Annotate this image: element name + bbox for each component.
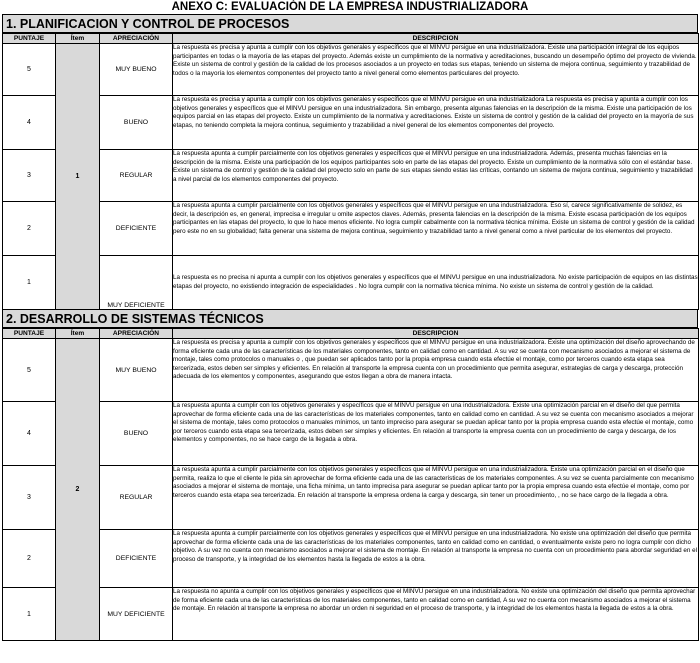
header-row: [3, 34, 699, 44]
description-cell: [173, 530, 699, 588]
description-text: La respuesta es no precisa ni apunta a cumplir con los objetivos generales y específicos que el MINVU persigue en una industrializadora. No existe participación de equipos en las distintas etapas del proyecto, no existiendo integración de especialidades . No logra cumplir con la normativa técnica mínima. No existe un sistema de control y gestión de la calidad.: [173, 273, 698, 290]
description-cell: [173, 202, 699, 256]
description-text: La respuesta apunta a cumplir con los objetivos generales y específicos que el MINVU persigue en una industrializadora. Existe una optimización parcial en el diseño del que permita aprovechar de forma eficiente cada una de las características de los materiales componentes, tanto en calidad como en cantidad. A su vez se cuenta con mecanismo asociados a mejorar el sistema de montaje, tales como protocolos o manuales mínimos, un tanto impreciso para asegurar se puedan aplicar tanto por la propia empresa cuando esta efectúe el montaje, como por terceros cuando esta etapa sea tercerizada, estos deben ser simples y eficientes. En relación al transporte la empresa cuenta con un procedimiento de carga y descarga, de los elementos y componentes, no se hace cargo de la llegada a obra.: [173, 402, 694, 444]
rating-cell: MUY DEFICIENTE: [100, 588, 173, 641]
col-score-header: PUNTAJE: [3, 329, 56, 339]
rating-cell: REGULAR: [100, 466, 173, 530]
table-row: [3, 588, 699, 641]
col-rating-header: APRECIACIÓN: [100, 329, 173, 339]
rating-cell: DEFICIENTE: [100, 202, 173, 256]
description-cell: [173, 466, 699, 530]
description-text: La respuesta apunta a cumplir parcialmente con los objetivos generales y específicos que el MINVU persigue en una industrializadora. No existe una optimización del diseño que permita aprovechar de forma eficiente cada una de las características de los materiales componentes, tanto en calidad como en cantidad, o eventualmente existe pero no logra cumplir con dicho objetivo. A su vez no cuenta con mecanismo asociados a mejorar el sistema de montaje. En relación al transporte la empresa no cuenta con un procedimiento para abordar seguridad en el proceso de transporte, y la integridad de los elementos hasta la llegada de estos a la obra.: [173, 530, 697, 563]
table-row: [3, 202, 699, 256]
score-cell: 5: [3, 44, 56, 96]
table-row: [3, 256, 699, 310]
description-text: La respuesta apunta a cumplir parcialmente con los objetivos generales y específicos que el MINVU persigue en una industrializadora. Eso sí, carece significativamente de solidez, es decir, la descripción es, en general, imprecisa e irregular u omite aspectos claves. Además, presenta falencias en la descripción de la misma. Existe escasa participación de los equipos participantes en las etapas del proyecto, lo que lo hace menos eficiente. No logra cumplir cabalmente con la normativa técnica mínima. Existe un sistema de control y gestión de la calidad pero este no en su globalidad; falta generar una sistema de mejora continua, seguimiento y trazabilidad tanto a nivel general como a nivel particular de los elementos del proyecto.: [173, 202, 695, 235]
description-cell: [173, 588, 699, 641]
item-number-cell: 1: [56, 44, 100, 310]
description-cell: [173, 256, 699, 310]
score-cell: 1: [3, 588, 56, 641]
col-item-header: Ítem: [56, 34, 100, 44]
section-1-title: 1. PLANIFICACION Y CONTROL DE PROCESOS: [2, 14, 698, 33]
rating-cell: BUENO: [100, 96, 173, 150]
description-text: La respuesta es precisa y apunta a cumplir con los objetivos generales y específicos que el MINVU persigue en una industrializadora. Existe una participación integral de los equipos participantes en todas o la mayoría de las etapas del proyecto. Además existe un cumplimiento de la normativa y acreditaciones, buscando un desempeño óptimo del proyecto de vivienda. Existe un sistema de control y gestión de la calidad de los procesos asociados a un proyecto en todas sus etapas, teniendo un sistema de mejora continua, seguimiento y trazabilidad de todos o la mayoría los elementos componentes del proyecto tanto a nivel general como elementos particulares del proyecto.: [173, 44, 697, 77]
section-1-table: [2, 33, 699, 310]
score-cell: 1: [3, 256, 56, 310]
score-cell: 3: [3, 150, 56, 202]
table-row: [3, 150, 699, 202]
table-row: [3, 96, 699, 150]
col-score-header: PUNTAJE: [3, 34, 56, 44]
col-description-header: DESCRIPCION: [173, 34, 699, 44]
score-cell: 3: [3, 466, 56, 530]
rating-cell: REGULAR: [100, 150, 173, 202]
document-title: ANEXO C: EVALUACIÓN DE LA EMPRESA INDUSTRIALIZADORA: [171, 1, 529, 13]
description-text: La respuesta no apunta a cumplir con los objetivos generales y específicos que el MINVU persigue en una industrializadora. No existe una optimización del diseño que permita aprovechar de forma eficiente cada una de las características de los materiales componentes, tanto en calidad como en cantidad, A su vez no cuenta con mecanismo asociados a mejorar el sistema de montaje. En relación al transporte la empresa no abordar un orden ni seguridad en el proceso de transporte, y la integridad de los elementos hasta la llegada de estos a la obra.: [173, 588, 696, 613]
score-cell: 5: [3, 339, 56, 402]
score-cell: 2: [3, 202, 56, 256]
score-cell: 4: [3, 402, 56, 466]
col-rating-header: APRECIACIÓN: [100, 34, 173, 44]
item-number-cell: 2: [56, 339, 100, 641]
rating-cell: DEFICIENTE: [100, 530, 173, 588]
rating-cell: MUY BUENO: [100, 339, 173, 402]
rating-cell: MUY BUENO: [100, 44, 173, 96]
section-2-table: [2, 328, 699, 641]
table-row: [3, 530, 699, 588]
description-text: La respuesta es precisa y apunta a cumplir con los objetivos generales y específicos que el MINVU persigue en una industrializadora La respuesta es precisa y apunta a cumplir con los objetivos generales y específicos que el MINVU persigue en una industrializadora. Sin embargo, presenta algunas falencias en la descripción de la misma. Existe una participación de los equipos parcial en las etapas del proyecto. Existe un cumplimiento de la normativa y acreditaciones. Existe un sistema de control y gestión de la calidad del proyecto en la mayoría de sus etapas, no teniendo completa la mejora continua, seguimiento y trazabilidad a nivel general de los elementos componentes del proyecto.: [173, 96, 694, 129]
description-text: La respuesta apunta a cumplir parcialmente con los objetivos generales y específicos que el MINVU persigue en una industrializadora. Existe una optimización parcial en el diseño que permita, realiza lo que el cliente le pida sin aprovechar de forma eficiente cada una de las características de los materiales componentes. A su vez se cuenta parcialmente con mecanismo asociados a mejorar el sistema de montaje, una ficha mínima, un tanto imprecisa para asegurar se puedan aplicar tanto por la propia empresa cuando esta efectúe el montaje, como por terceros cuando esta etapa sea tercerizada. En relación al transporte la empresa ordena la carga y descarga, sin tener un procedimiento, , no se hace cargo de la llegada a obra.: [173, 466, 694, 499]
description-text: La respuesta es precisa y apunta a cumplir con los objetivos generales y específicos que el MINVU persigue en una industrializadora. Existe una optimización del diseño aprovechando de forma eficiente cada una de las características de los materiales componentes, tanto en calidad como en cantidad. A su vez se cuenta con mecanismo asociados a mejorar el sistema de montaje, tales como protocolos o manuales o , que puedan ser aplicados tanto por la propia empresa cuando esta efectúe el montaje, como por terceros cuando esta etapa sea tercerizada, estos deben ser simples y eficientes. En relación al transporte la empresa cuenta con un procedimiento que permita asegurar, estrategias de carga y descarga, protección adecuada de los elementos y componentes, asegurando que estos llegan a obra de manera intacta.: [173, 339, 695, 381]
col-description-header: DESCRIPCION: [173, 329, 699, 339]
description-text: La respuesta apunta a cumplir parcialmente con los objetivos generales y específicos que el MINVU persigue en una industrializadora. Además, presenta muchas falencias en la descripción de la misma. Existe una participación de los equipos participantes solo en parte de las etapas del proyecto. Existe un cumplimiento de la normativa sólo con el estándar base. Existe un sistema de control y gestión de la calidad del proyecto solo en parte de sus etapas siendo estas las críticas, contando un sistema de mejora continua, seguimiento y trazabilidad a nivel parcial de los elementos componentes del proyecto.: [173, 150, 693, 183]
col-item-header: Ítem: [56, 329, 100, 339]
table-row: [3, 339, 699, 402]
description-cell: [173, 96, 699, 150]
score-cell: 4: [3, 96, 56, 150]
section-2-title: 2. DESARROLLO DE SISTEMAS TÉCNICOS: [2, 309, 698, 328]
rating-cell: MUY DEFICIENTE: [100, 256, 173, 310]
header-row: [3, 329, 699, 339]
table-row: [3, 44, 699, 96]
description-cell: [173, 339, 699, 402]
description-cell: [173, 44, 699, 96]
rating-cell: BUENO: [100, 402, 173, 466]
table-row: [3, 466, 699, 530]
score-cell: 2: [3, 530, 56, 588]
table-row: [3, 402, 699, 466]
description-cell: [173, 150, 699, 202]
description-cell: [173, 402, 699, 466]
